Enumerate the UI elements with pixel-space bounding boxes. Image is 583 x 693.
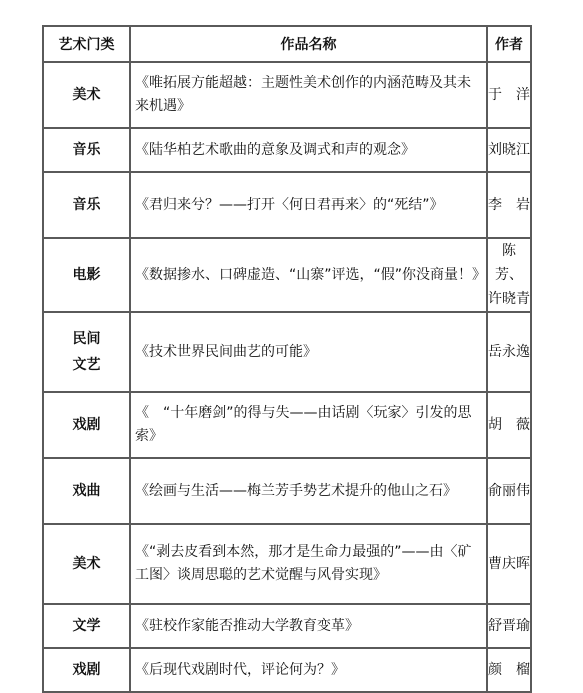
- header-author: 作者: [487, 26, 531, 62]
- author-cell: 舒晋瑜: [487, 604, 531, 648]
- table-row: [43, 458, 531, 524]
- table-row: [43, 392, 531, 458]
- author-cell: 胡 薇: [487, 392, 531, 458]
- author-cell: 于 洋: [487, 62, 531, 128]
- table-row: [43, 238, 531, 312]
- category-cell: 电影: [43, 238, 130, 312]
- table-row: [43, 312, 531, 392]
- table-row: [43, 62, 531, 128]
- table-row: [43, 648, 531, 692]
- table-row: [43, 172, 531, 238]
- table-header-row: [43, 26, 531, 62]
- title-cell: 《数据掺水、口碑虚造、“山寨”评选，“假”你没商量！》: [130, 238, 487, 312]
- category-cell: 民间 文艺: [43, 312, 130, 392]
- table-row: [43, 604, 531, 648]
- category-cell: 戏剧: [43, 648, 130, 692]
- author-cell: 李 岩: [487, 172, 531, 238]
- table-row: [43, 128, 531, 172]
- title-cell: 《唯拓展方能超越：主题性美术创作的内涵范畴及其未来机遇》: [130, 62, 487, 128]
- author-cell: 俞丽伟: [487, 458, 531, 524]
- author-cell: 岳永逸: [487, 312, 531, 392]
- category-cell: 文学: [43, 604, 130, 648]
- title-cell: 《 “十年磨剑”的得与失——由话剧〈玩家〉引发的思索》: [130, 392, 487, 458]
- category-cell: 音乐: [43, 128, 130, 172]
- works-table: [42, 25, 532, 693]
- category-cell: 美术: [43, 62, 130, 128]
- author-cell: 陈 芳、 许晓青: [487, 238, 531, 312]
- title-cell: 《后现代戏剧时代，评论何为？》: [130, 648, 487, 692]
- title-cell: 《驻校作家能否推动大学教育变革》: [130, 604, 487, 648]
- category-cell: 音乐: [43, 172, 130, 238]
- title-cell: 《技术世界民间曲艺的可能》: [130, 312, 487, 392]
- table-row: [43, 524, 531, 604]
- title-cell: 《“剥去皮看到本然，那才是生命力最强的”——由〈矿工图〉谈周思聪的艺术觉醒与风骨实现》: [130, 524, 487, 604]
- category-cell: 戏剧: [43, 392, 130, 458]
- author-cell: 颜 榴: [487, 648, 531, 692]
- author-cell: 刘晓江: [487, 128, 531, 172]
- title-cell: 《陆华柏艺术歌曲的意象及调式和声的观念》: [130, 128, 487, 172]
- header-title: 作品名称: [130, 26, 487, 62]
- title-cell: 《绘画与生活——梅兰芳手势艺术提升的他山之石》: [130, 458, 487, 524]
- header-category: 艺术门类: [43, 26, 130, 62]
- author-cell: 曹庆晖: [487, 524, 531, 604]
- title-cell: 《君归来兮？——打开〈何日君再来〉的“死结”》: [130, 172, 487, 238]
- category-cell: 美术: [43, 524, 130, 604]
- category-cell: 戏曲: [43, 458, 130, 524]
